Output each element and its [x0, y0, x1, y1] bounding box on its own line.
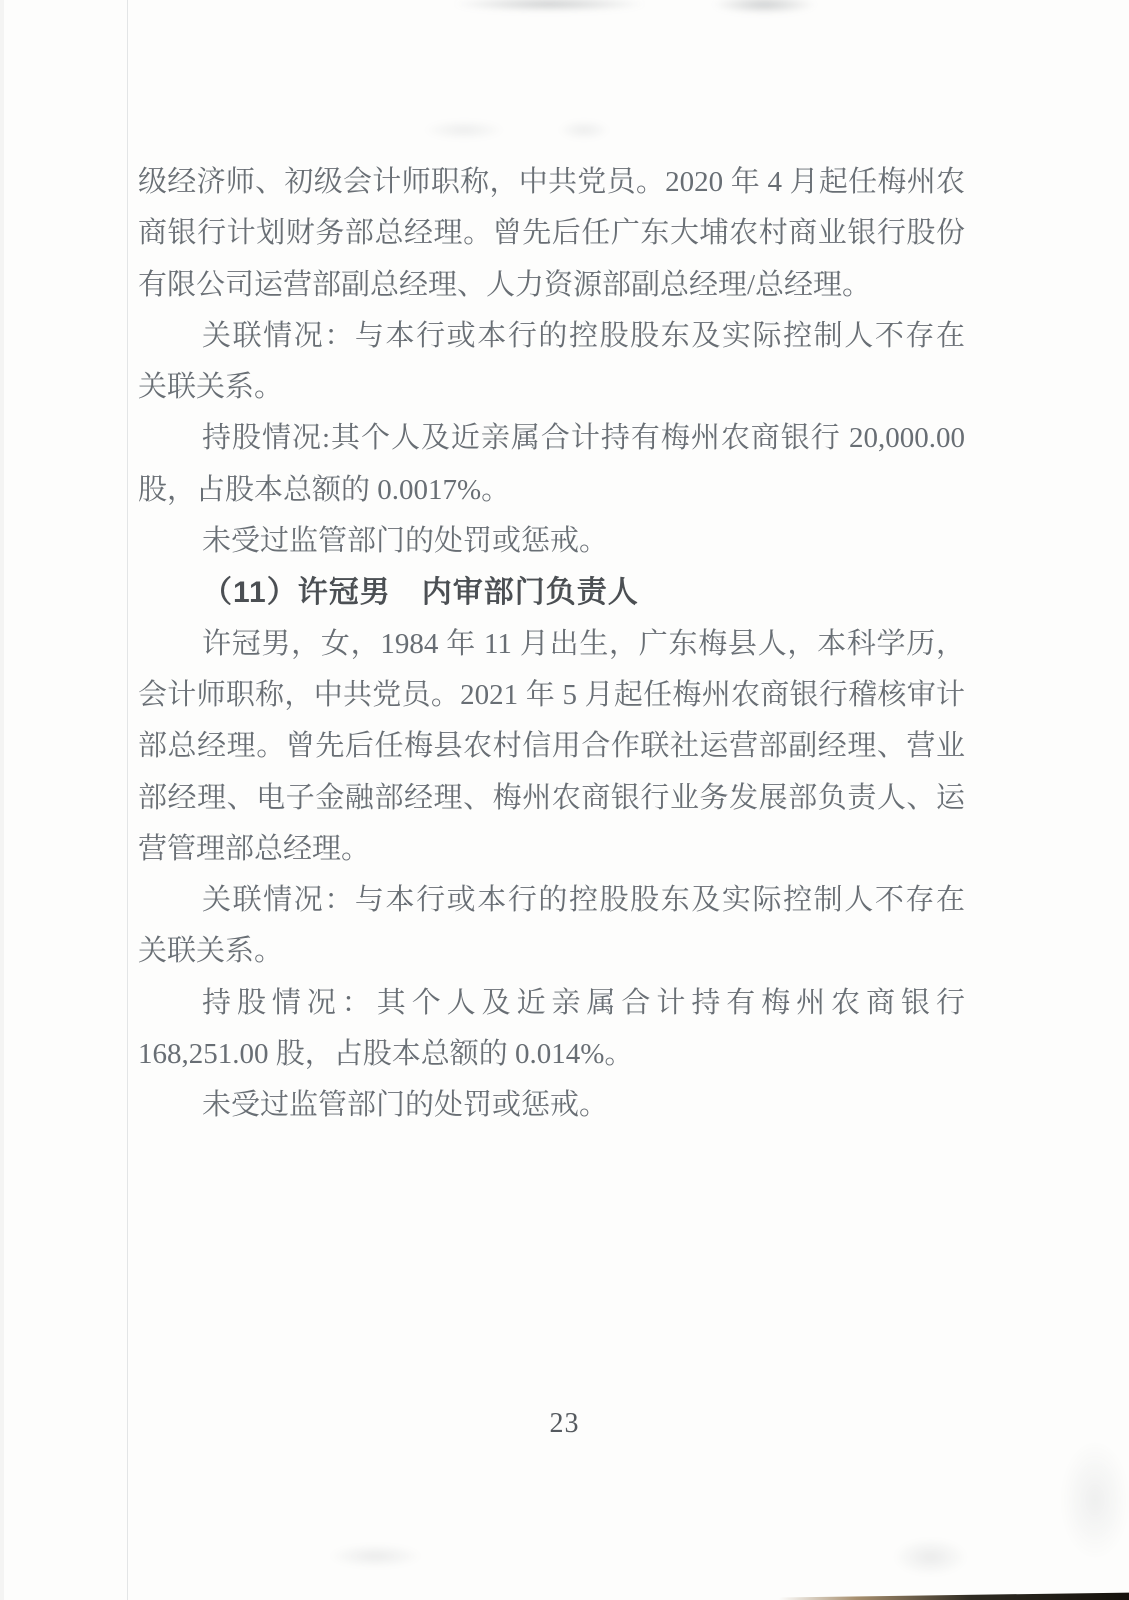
page-number: 23	[549, 1408, 580, 1439]
body-line: 许冠男，女，1984 年 11 月出生，广东梅县人，本科学历，	[202, 627, 965, 660]
body-line: 营管理部总经理。	[138, 832, 371, 865]
body-line: 级经济师、初级会计师职称，中共党员。2020 年 4 月起任梅州农	[138, 166, 965, 198]
body-line: 168,251.00 股，占股本总额的 0.014%。	[138, 1038, 634, 1071]
scan-smudge	[558, 120, 610, 140]
body-line: 关联关系。	[138, 935, 284, 968]
body-line: 部总经理。曾先后任梅县农村信用合作联社运营部副经理、营业	[138, 730, 965, 763]
body-line: 未受过监管部门的处罚或惩戒。	[202, 525, 609, 558]
scan-smudge	[423, 120, 505, 140]
scan-smudge	[1060, 1440, 1129, 1560]
scan-left-edge-line	[127, 0, 128, 1600]
body-line: 关联情况：与本行或本行的控股股东及实际控制人不存在	[202, 319, 965, 352]
scan-smudge	[893, 1538, 968, 1576]
body-line: 持股情况:其个人及近亲属合计持有梅州农商银行 20,000.00	[202, 422, 965, 455]
scan-smudge	[452, 0, 647, 12]
body-line: 关联关系。	[138, 371, 284, 404]
scan-smudge	[328, 1544, 423, 1568]
body-line: 股，占股本总额的 0.0017%。	[138, 473, 511, 506]
section-11-heading: （11）许冠男 内审部门负责人	[202, 576, 639, 610]
document-body	[138, 157, 965, 1132]
body-line: 有限公司运营部副总经理、人力资源部副总经理/总经理。	[138, 268, 872, 301]
scan-smudge	[712, 0, 817, 14]
body-line: 商银行计划财务部总经理。曾先后任广东大埔农村商业银行股份	[138, 217, 965, 250]
body-line: 关联情况：与本行或本行的控股股东及实际控制人不存在	[202, 884, 965, 917]
body-line: 未受过监管部门的处罚或惩戒。	[202, 1089, 609, 1122]
body-line: 部经理、电子金融部经理、梅州农商银行业务发展部负责人、运	[138, 781, 965, 814]
body-line: 持股情况：其个人及近亲属合计持有梅州农商银行	[202, 986, 965, 1019]
scan-left-edge-shade	[0, 0, 4, 1600]
scan-bottom-edge-artifact	[779, 1591, 1129, 1600]
body-line: 会计师职称，中共党员。2021 年 5 月起任梅州农商银行稽核审计	[138, 678, 965, 711]
